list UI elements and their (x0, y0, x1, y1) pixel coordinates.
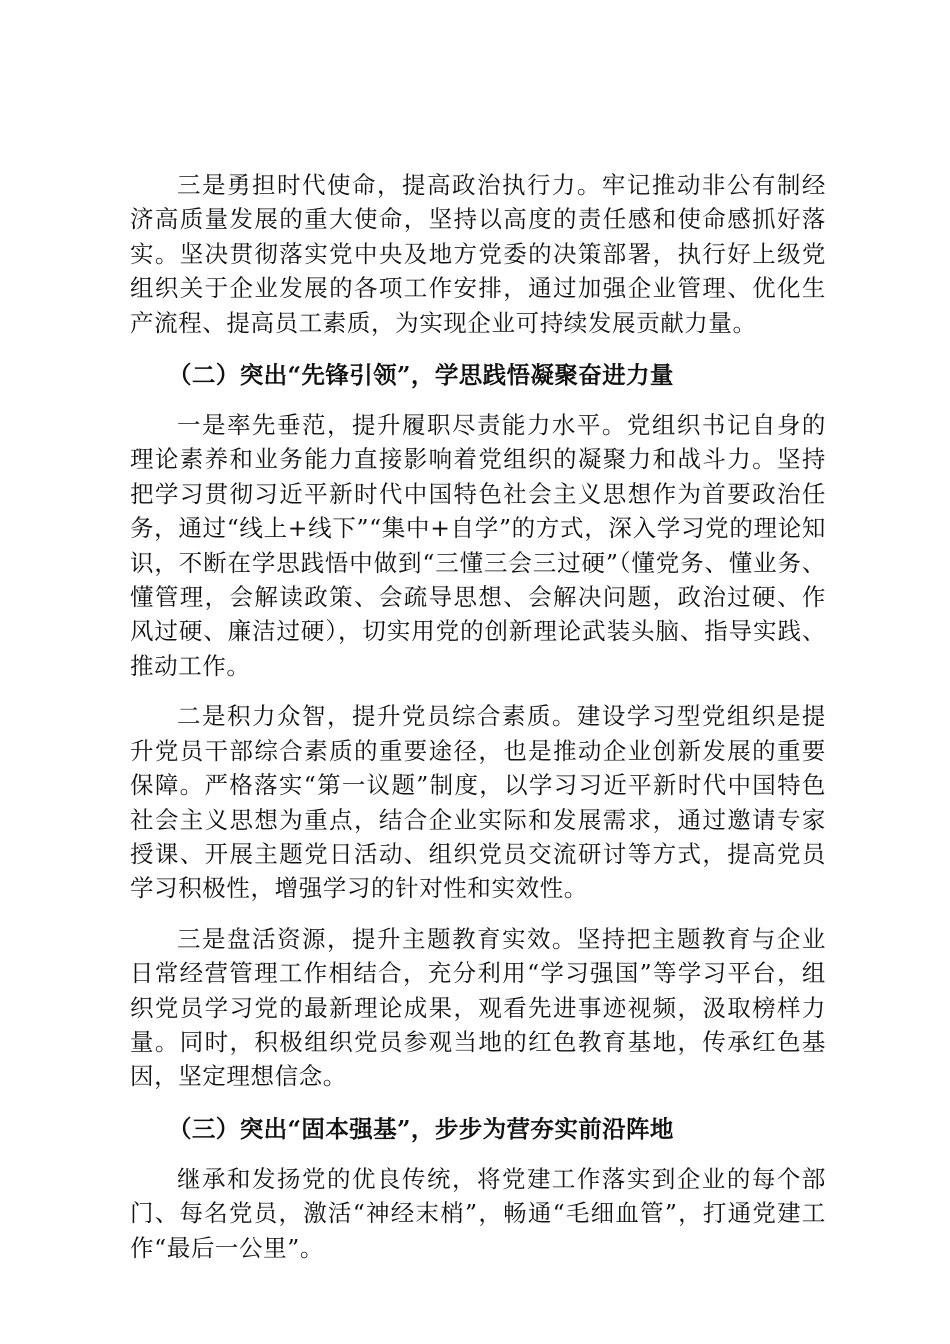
paragraph-political-execution: 三是勇担时代使命，提高政治执行力。牢记推动非公有制经济高质量发展的重大使命，坚持以高度的责任感和使命感抓好落实。坚决贯彻落实党中央及地方党委的决策部署，执行好上级党组织关于企业发展的各项工作安排，通过加强企业管理、优化生产流程、提高员工素质，为实现企业可持续发展贡献力量。 (130, 171, 826, 337)
section-heading-foundation: （三）突出“固本强基”，步步为营夯实前沿阵地 (168, 1114, 674, 1143)
paragraph-lead-by-example: 一是率先垂范，提升履职尽责能力水平。党组织书记自身的理论素养和业务能力直接影响着党组织的凝聚力和战斗力。坚持把学习贯彻习近平新时代中国特色社会主义思想作为首要政治任务，通过“线上+线下”“集中+自学”的方式，深入学习党的理论知识，不断在学思践悟中做到“三懂三会三过硬”（懂党务、懂业务、懂管理，会解读政策、会疏导思想、会解决问题，政治过硬、作风过硬、廉洁过硬），切实用党的创新理论武装头脑、指导实践、推动工作。 (130, 411, 826, 680)
paragraph-theme-education: 三是盘活资源，提升主题教育实效。坚持把主题教育与企业日常经营管理工作相结合，充分利用“学习强国”等学习平台，组织党员学习党的最新理论成果，观看先进事迹视频，汲取榜样力量。同时，积极组织党员参观当地的红色教育基地，传承红色基因，坚定理想信念。 (130, 924, 826, 1091)
paragraph-member-quality: 二是积力众智，提升党员综合素质。建设学习型党组织是提升党员干部综合素质的重要途径，也是推动企业创新发展的重要保障。严格落实“第一议题”制度，以学习习近平新时代中国特色社会主义思想为重点，结合企业实际和发展需求，通过邀请专家授课、开展主题党日活动、组织党员交流研讨等方式，提高党员学习积极性，增强学习的针对性和实效性。 (130, 702, 826, 903)
section-heading-vanguard: （二）突出“先锋引领”，学思践悟凝聚奋进力量 (168, 361, 674, 390)
paragraph-party-traditions: 继承和发扬党的优良传统，将党建工作落实到企业的每个部门、每名党员，激活“神经末梢”，畅通“毛细血管”，打通党建工作“最后一公里”。 (130, 1164, 826, 1262)
document-page (130, 168, 826, 1265)
